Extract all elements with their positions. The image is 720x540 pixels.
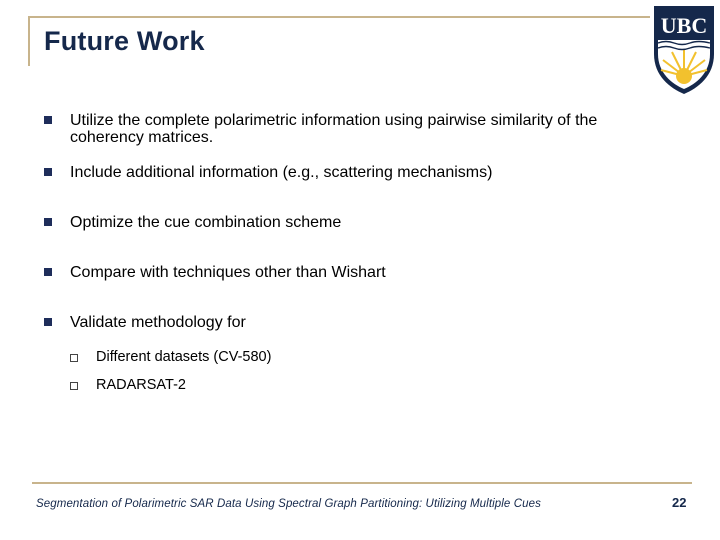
hollow-square-bullet-icon bbox=[70, 382, 78, 390]
sub-bullet-item bbox=[70, 349, 664, 377]
bullet-item bbox=[44, 214, 664, 264]
bullet-list bbox=[44, 112, 664, 405]
bullet-text: Utilize the complete polarimetric information using pairwise similarity of the coherency matrices. bbox=[70, 112, 598, 146]
logo-text: UBC bbox=[660, 13, 708, 38]
square-bullet-icon bbox=[44, 318, 52, 326]
bullet-text: Validate methodology for bbox=[70, 314, 246, 331]
sub-bullet-item bbox=[70, 377, 664, 405]
page-number: 22 bbox=[672, 495, 687, 510]
ubc-logo-icon bbox=[648, 4, 720, 96]
sub-bullet-text: Different datasets (CV-580) bbox=[96, 349, 272, 365]
bullet-text: Optimize the cue combination scheme bbox=[70, 214, 342, 231]
bullet-item bbox=[44, 314, 664, 405]
square-bullet-icon bbox=[44, 268, 52, 276]
sub-bullet-list bbox=[70, 349, 664, 405]
slide-title: Future Work bbox=[44, 26, 205, 56]
bullet-item bbox=[44, 264, 664, 314]
bullet-item bbox=[44, 112, 664, 164]
bullet-text: Include additional information (e.g., scattering mechanisms) bbox=[70, 164, 493, 181]
square-bullet-icon bbox=[44, 168, 52, 176]
bullet-item bbox=[44, 164, 664, 214]
square-bullet-icon bbox=[44, 218, 52, 226]
sub-bullet-text: RADARSAT-2 bbox=[96, 377, 186, 393]
hollow-square-bullet-icon bbox=[70, 354, 78, 362]
square-bullet-icon bbox=[44, 116, 52, 124]
bullet-text: Compare with techniques other than Wishart bbox=[70, 264, 386, 281]
footer-text: Segmentation of Polarimetric SAR Data Using Spectral Graph Partitioning: Utilizing Multiple Cues bbox=[36, 498, 541, 510]
footer-divider bbox=[32, 482, 692, 484]
